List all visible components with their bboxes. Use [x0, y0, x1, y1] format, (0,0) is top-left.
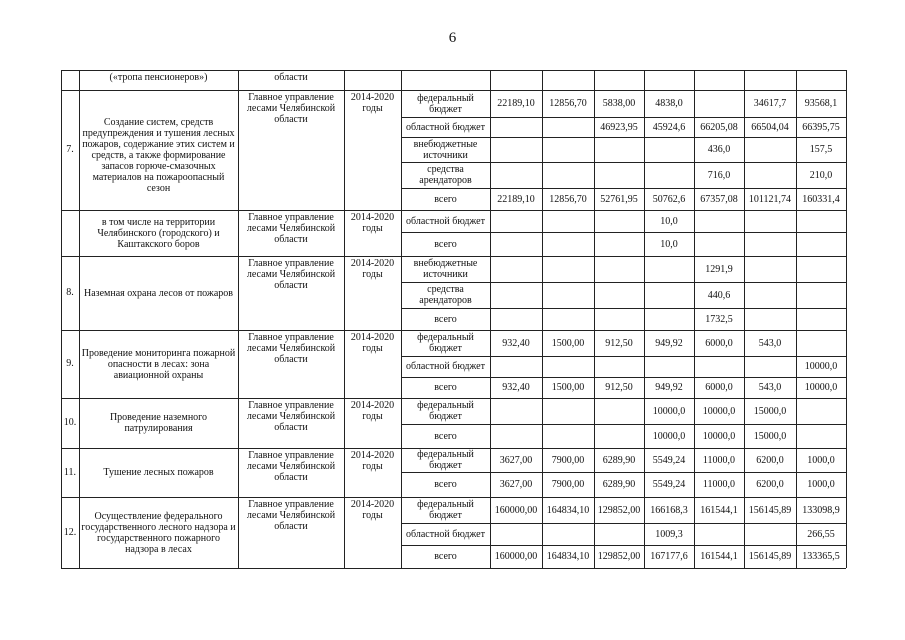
value-cell: 164834,10 — [546, 504, 590, 516]
funding-source: областной бюджет — [405, 121, 485, 133]
funding-source: всего — [434, 382, 457, 393]
executor: Главное управление лесами Челябинской области — [246, 212, 336, 245]
funding-source: средства арендаторов — [419, 284, 472, 306]
funding-source: всего — [434, 193, 457, 205]
measure-name: Проведение наземного патрулирования — [109, 412, 208, 434]
value-cell: 10000,0 — [652, 405, 686, 417]
value-cell: 1500,00 — [551, 337, 585, 349]
value-cell: 161544,1 — [700, 504, 738, 516]
value-cell: 10000,0 — [652, 430, 686, 442]
funding-source: всего — [434, 430, 457, 442]
funding-source: всего — [434, 551, 457, 562]
value-cell: 93568,1 — [804, 98, 838, 109]
page-number: 6 — [448, 30, 457, 46]
value-cell: 15000,0 — [753, 405, 787, 417]
value-cell: 161544,1 — [700, 551, 738, 562]
row-number: 12. — [63, 526, 77, 538]
value-cell: 129852,00 — [597, 504, 641, 516]
value-cell: 12856,70 — [549, 98, 587, 109]
funding-source: внебюджетные источники — [413, 258, 478, 280]
value-cell: 34617,7 — [753, 98, 787, 109]
row-number: 10. — [63, 417, 77, 428]
funding-source: всего — [434, 313, 457, 325]
executor: Главное управление лесами Челябинской области — [246, 92, 336, 125]
measure-name: Проведение мониторинга пожарной опасности в лесах: зона авиационной охраны — [81, 347, 236, 381]
row-number: 7. — [66, 144, 74, 155]
value-cell: 129852,00 — [597, 551, 641, 562]
measure-name: Создание систем, средств предупреждения и тушения лесных пожаров, содержание этих систем и средств, а также формирование запасов горюче-смазочных материалов на пожароопасный сезон — [82, 117, 235, 194]
value-cell: 949,92 — [655, 337, 683, 349]
value-cell: 1009,3 — [655, 528, 683, 540]
value-cell: 436,0 — [707, 144, 731, 155]
value-cell: 7900,00 — [551, 454, 585, 466]
value-cell: 10,0 — [660, 215, 678, 227]
value-cell: 210,0 — [809, 169, 833, 181]
value-cell: 167177,6 — [650, 551, 688, 562]
value-cell: 6000,0 — [705, 382, 733, 393]
value-cell: 1000,0 — [807, 479, 835, 490]
value-cell: 15000,0 — [753, 430, 787, 442]
value-cell: 156145,89 — [748, 551, 792, 562]
funding-source: федеральный бюджет — [417, 332, 474, 354]
value-cell: 5549,24 — [652, 454, 686, 466]
value-cell: 22189,10 — [497, 98, 535, 109]
value-cell: 160000,00 — [494, 504, 538, 516]
value-cell: 3627,00 — [499, 454, 533, 466]
value-cell: 166168,3 — [650, 504, 688, 516]
period: 2014-2020 годы — [350, 332, 395, 354]
measure-name: Тушение лесных пожаров — [103, 467, 214, 478]
value-cell: 67357,08 — [700, 193, 738, 205]
value-cell: 6289,90 — [602, 479, 636, 490]
value-cell: 66504,04 — [751, 121, 789, 133]
value-cell: 266,55 — [807, 528, 835, 540]
value-cell: 22189,10 — [497, 193, 535, 205]
funding-source: федеральный бюджет — [417, 499, 474, 521]
executor: области — [274, 72, 308, 83]
value-cell: 1732,5 — [705, 313, 733, 325]
value-cell: 1000,0 — [807, 454, 835, 466]
value-cell: 1500,00 — [551, 382, 585, 393]
executor: Главное управление лесами Челябинской области — [246, 450, 336, 483]
row-number: 11. — [63, 466, 77, 478]
value-cell: 6289,90 — [602, 454, 636, 466]
value-cell: 912,50 — [605, 382, 633, 393]
executor: Главное управление лесами Челябинской области — [246, 400, 336, 433]
value-cell: 101121,74 — [748, 193, 792, 205]
value-cell: 10000,0 — [702, 405, 736, 417]
value-cell: 543,0 — [758, 382, 782, 393]
funding-source: федеральный бюджет — [417, 449, 474, 471]
value-cell: 932,40 — [502, 382, 530, 393]
value-cell: 10,0 — [660, 238, 678, 250]
funding-source: средства арендаторов — [419, 164, 472, 186]
funding-source: всего — [434, 479, 457, 490]
value-cell: 12856,70 — [549, 193, 587, 205]
value-cell: 949,92 — [655, 382, 683, 393]
funding-source: федеральный бюджет — [417, 400, 474, 422]
executor: Главное управление лесами Челябинской области — [246, 499, 336, 532]
period: 2014-2020 годы — [350, 212, 395, 234]
funding-source: областной бюджет — [405, 361, 485, 372]
value-cell: 157,5 — [809, 144, 833, 155]
executor: Главное управление лесами Челябинской области — [246, 332, 336, 365]
period: 2014-2020 годы — [350, 258, 395, 280]
value-cell: 66205,08 — [700, 121, 738, 133]
value-cell: 7900,00 — [551, 479, 585, 490]
funding-source: внебюджетные источники — [413, 138, 478, 161]
value-cell: 5838,00 — [602, 98, 636, 109]
funding-source: областной бюджет — [405, 215, 485, 227]
value-cell: 160000,00 — [494, 551, 538, 562]
value-cell: 543,0 — [758, 337, 782, 349]
value-cell: 52761,95 — [600, 193, 638, 205]
value-cell: 932,40 — [502, 337, 530, 349]
funding-source: областной бюджет — [405, 528, 485, 540]
measure-name: Осуществление федерального государственного лесного надзора и государственного пожарного надзора в лесах — [81, 510, 236, 555]
value-cell: 6000,0 — [705, 337, 733, 349]
period: 2014-2020 годы — [350, 499, 395, 521]
measure-name: («тропа пенсионеров») — [109, 72, 208, 83]
value-cell: 912,50 — [605, 337, 633, 349]
value-cell: 156145,89 — [748, 504, 792, 516]
period: 2014-2020 годы — [350, 92, 395, 114]
value-cell: 3627,00 — [499, 479, 533, 490]
value-cell: 11000,0 — [702, 454, 736, 466]
funding-source: федеральный бюджет — [417, 92, 474, 115]
period: 2014-2020 годы — [350, 450, 395, 472]
value-cell: 10000,0 — [702, 430, 736, 442]
value-cell: 10000,0 — [804, 361, 838, 372]
value-cell: 160331,4 — [802, 193, 840, 205]
value-cell: 11000,0 — [702, 479, 736, 490]
value-cell: 6200,0 — [756, 479, 784, 490]
value-cell: 440,6 — [707, 289, 731, 301]
value-cell: 133098,9 — [802, 504, 840, 516]
value-cell: 164834,10 — [546, 551, 590, 562]
value-cell: 716,0 — [707, 169, 731, 181]
value-cell: 45924,6 — [652, 121, 686, 133]
value-cell: 6200,0 — [756, 454, 784, 466]
row-number: 9. — [66, 358, 74, 369]
measure-name: Наземная охрана лесов от пожаров — [84, 287, 233, 299]
executor: Главное управление лесами Челябинской области — [246, 258, 336, 291]
value-cell: 50762,6 — [652, 193, 686, 205]
value-cell: 46923,95 — [600, 121, 638, 133]
value-cell: 133365,5 — [802, 551, 840, 562]
measure-name: в том числе на территории Челябинского (городского) и Каштакского боров — [97, 216, 220, 250]
row-number: 8. — [66, 287, 74, 298]
period: 2014-2020 годы — [350, 400, 395, 422]
value-cell: 5549,24 — [652, 479, 686, 490]
value-cell: 4838,0 — [655, 98, 683, 109]
value-cell: 66395,75 — [802, 121, 840, 133]
value-cell: 10000,0 — [804, 382, 838, 393]
funding-source: всего — [434, 238, 457, 250]
value-cell: 1291,9 — [705, 263, 733, 275]
